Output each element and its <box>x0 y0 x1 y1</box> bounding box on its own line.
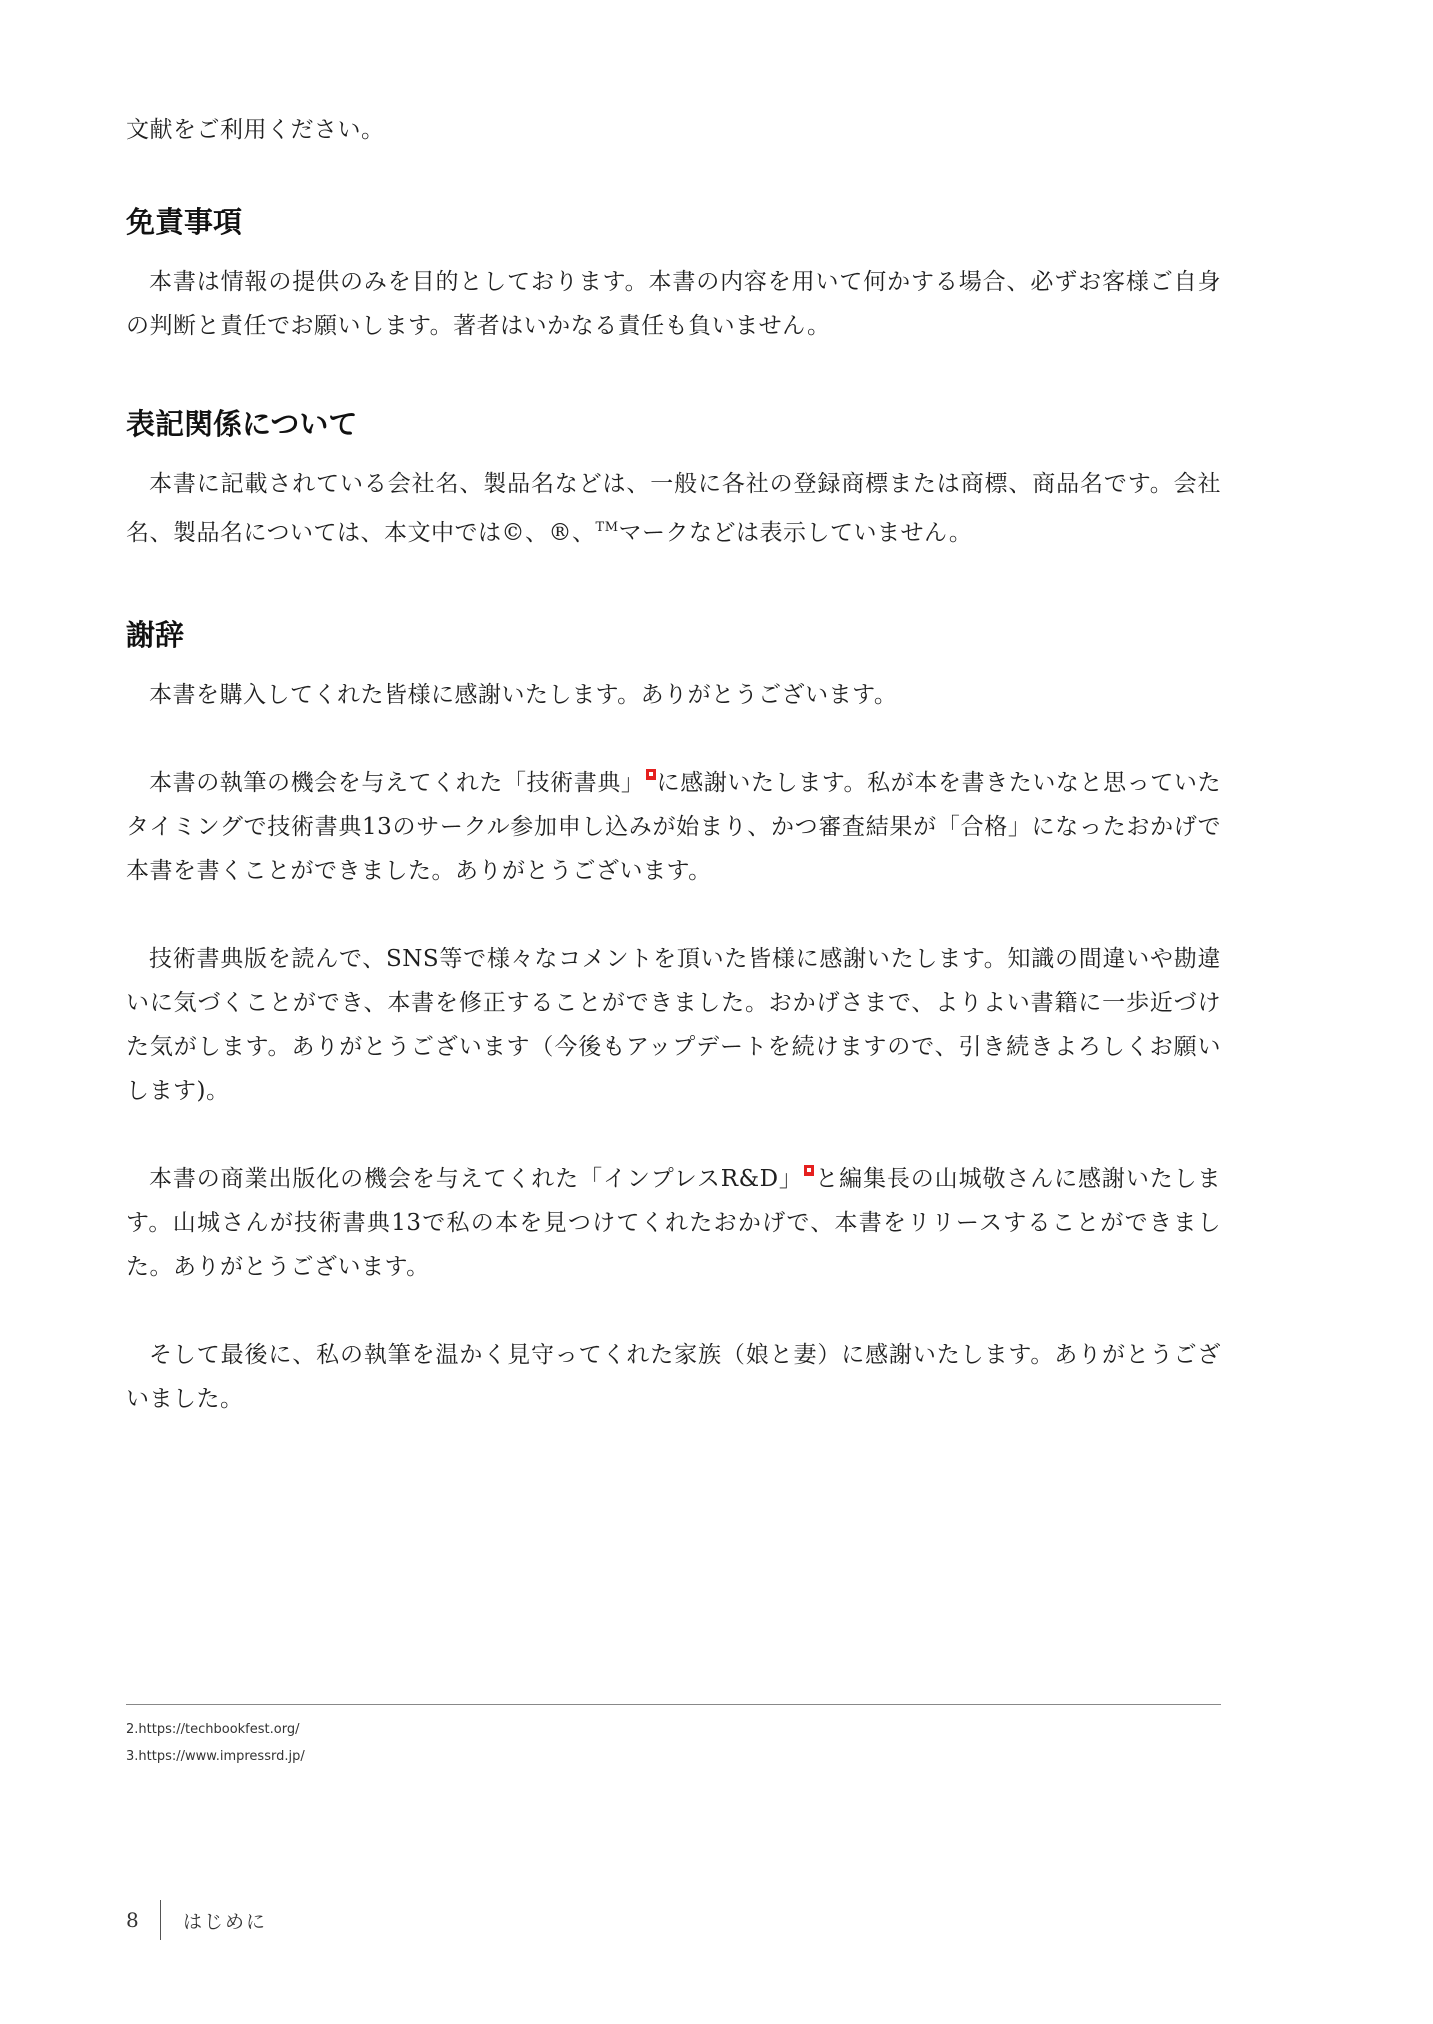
paragraph-gap <box>126 893 1221 937</box>
paragraph-gap <box>126 1289 1221 1333</box>
paragraph-gap <box>126 717 1221 761</box>
footnote-link-icon[interactable] <box>646 769 656 780</box>
footnote-divider <box>126 1704 1221 1705</box>
thanks-paragraph-2 <box>126 761 1221 893</box>
page-footer <box>126 1900 267 1940</box>
notation-text-2: マークなどは表示していません。 <box>618 520 973 546</box>
thanks-p4-text-b: と編集長の山城敬さんに感謝いたします。山城さんが技術書典13で私の本を見つけてくれたおかげで、本書をリリースすることができました。ありがとうございます。 <box>126 1166 1221 1280</box>
thanks-paragraph-1: 本書を購入してくれた皆様に感謝いたします。ありがとうございます。 <box>149 682 898 708</box>
intro-text: 文献をご利用ください。 <box>126 117 385 143</box>
footnote-3[interactable]: 3.https://www.impressrd.jp/ <box>126 1749 305 1764</box>
footer-divider <box>160 1900 161 1940</box>
footnotes <box>126 1716 305 1770</box>
notation-text-1: 本書に記載されている会社名、製品名などは、一般に各社の登録商標または商標、商品名です。会社名、製品名については、本文中では©、®、 <box>126 471 1221 546</box>
thanks-paragraph-5: そして最後に、私の執筆を温かく見守ってくれた家族（娘と妻）に感謝いたします。ありがとうございました。 <box>126 1342 1221 1412</box>
chapter-title: はじめに <box>183 1910 268 1933</box>
footnote-link-icon[interactable] <box>804 1165 814 1176</box>
disclaimer-paragraph: 本書は情報の提供のみを目的としております。本書の内容を用いて何かする場合、必ずお客様ご自身の判断と責任でお願いします。著者はいかなる責任も負いません。 <box>126 269 1221 339</box>
thanks-paragraph-4 <box>126 1157 1221 1289</box>
notation-paragraph <box>126 462 1221 555</box>
thanks-p2-text-b: に感謝いたします。私が本を書きたいなと思っていたタイミングで技術書典13のサークル参加申し込みが始まり、かつ審査結果が「合格」になったおかげで本書を書くことができました。ありがとうございます。 <box>126 770 1221 884</box>
main-content <box>126 108 1221 1421</box>
notation-heading: 表記関係について <box>126 407 358 441</box>
thanks-p2-text-a: 本書の執筆の機会を与えてくれた「技術書典」 <box>149 770 645 796</box>
thanks-p4-text-a: 本書の商業出版化の機会を与えてくれた「インプレスR&D」 <box>149 1166 803 1192</box>
trademark-symbol: TM <box>595 520 619 535</box>
thanks-paragraph-3: 技術書典版を読んで、SNS等で様々なコメントを頂いた皆様に感謝いたします。知識の間違いや勘違いに気づくことができ、本書を修正することができました。おかげさまで、よりよい書籍に一歩近づけた気がします。ありがとうございます（今後もアップデートを続けますので、引き続きよろしくお願いします)。 <box>126 946 1221 1104</box>
page-number: 8 <box>126 1908 139 1932</box>
footnote-2[interactable]: 2.https://techbookfest.org/ <box>126 1722 300 1737</box>
paragraph-gap <box>126 1113 1221 1157</box>
disclaimer-heading: 免責事項 <box>126 205 243 239</box>
thanks-heading: 謝辞 <box>126 618 185 652</box>
